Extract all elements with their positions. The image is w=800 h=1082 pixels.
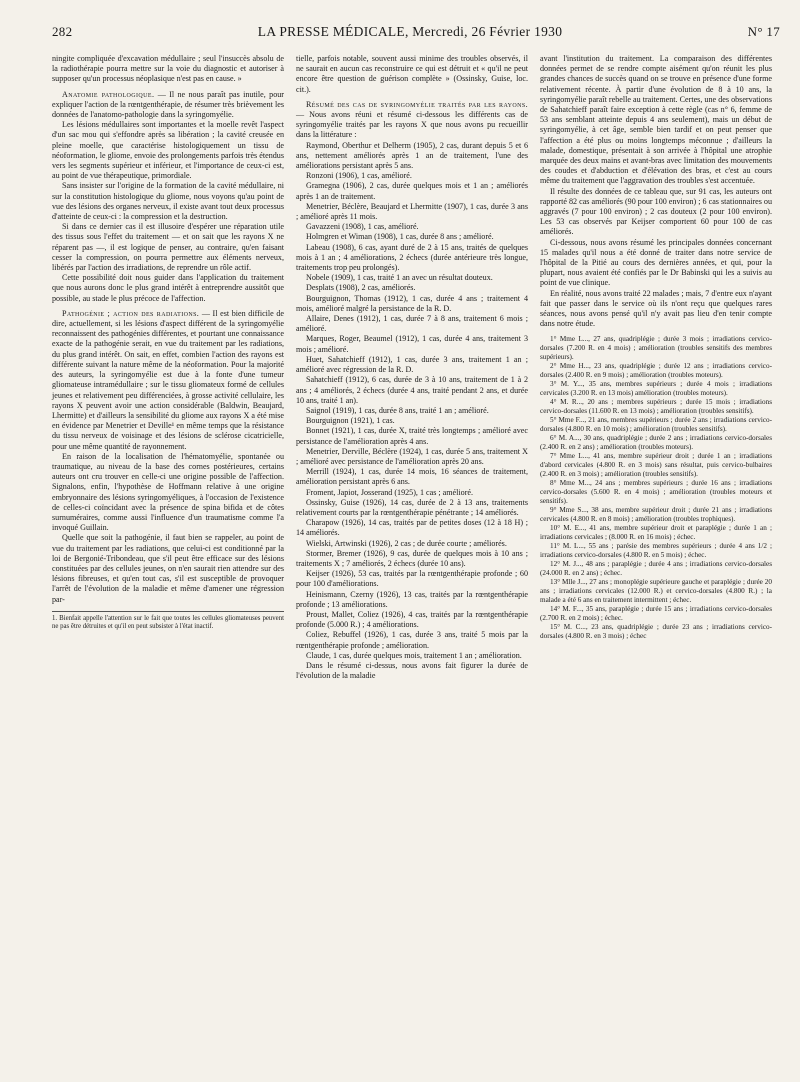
reference-entry: Labeau (1908), 6 cas, ayant duré de 2 à 15 ans, traités de quelques mois à 1 an ; 4 améliorations, 2 échecs (durée antérieure très longue, traitements trop peu prolongés). (296, 242, 528, 273)
paragraph: Sans insister sur l'origine de la formation de la cavité médullaire, ni sur la constitution histologique du gliome, nous voyons qu'au point de vue des lésions des organes nerveux, il existe avant tout deux processus d'atteinte de ceux-ci : la compression et la destruction. (52, 181, 284, 222)
case-entry: 5° Mme F..., 21 ans, membres supérieurs ; durée 2 ans ; irradiations cervico-dorsales (4.800 R. en 10 mois) ; amélioration (troubles sensitifs). (540, 416, 772, 434)
reference-entry: Desplats (1908), 2 cas, améliorés. (306, 283, 416, 293)
paragraph: Dans le résumé ci-dessus, nous avons fait figurer la durée de l'évolution de la maladie (296, 660, 528, 681)
case-list (540, 335, 772, 641)
paragraph: En raison de la localisation de l'hématomyélie, spontanée ou traumatique, au niveau de la base des cornes postérieures, certains auteurs ont cru trouver en celle-ci une origine possible de l'affection. Signalons, enfin, l'hypothèse de Hoffmann relative à une origine embryonnaire des lésions syringomyéliques, à l'occasion de l'existence de celles-ci coïncidant avec la présence de spina bifida et de côtes surnuméraires, comme aussi l'influence d'un traumatisme comme l'a invoqué Guillain. (52, 451, 284, 533)
reference-entry: Huet, Sahatchieff (1912), 1 cas, durée 3 ans, traitement 1 an ; amélioré avec régression de la R. D. (296, 354, 528, 375)
section-heading: Pathogénie ; action des radiations. (62, 308, 200, 318)
case-entry: 6° M. A..., 30 ans, quadriplégie ; durée 2 ans ; irradiations cervico-dorsales (2.400 R. en 2 ans) ; amélioration (troubles moteurs). (540, 434, 772, 452)
reference-entry: Saignol (1919), 1 cas, durée 8 ans, traité 1 an ; amélioré. (306, 405, 489, 415)
case-entry: 12° M. J..., 48 ans ; paraplégie ; durée 4 ans ; irradiations cervico-dorsales (24.000 R. en 2 ans) ; échec. (540, 560, 772, 578)
case-entry: 7° Mme L..., 41 ans, membre supérieur droit ; durée 1 an ; irradiations d'abord cervicales (4.800 R. en 3 mois) sans résultat, puis cervico-bulbaires (2.400 R. en 3 mois) ; amélioration (troubles sensitifs). (540, 452, 772, 479)
reference-entry: Nobele (1909), 1 cas, traité 1 an avec un résultat douteux. (306, 273, 493, 283)
reference-entry: Bourguignon (1921), 1 cas. (306, 416, 395, 426)
case-entry: 15° M. C..., 23 ans, quadriplégie ; durée 23 ans ; irradiations cervico-dorsales (4.800 R. en 3 mois) ; échec (540, 623, 772, 641)
case-entry: 13° Mlle J..., 27 ans ; monoplégie supérieure gauche et paraplégie ; durée 20 ans ; irradiations cervicales (12.000 R.) et cervico-dorsales (4.800 R.) ; la malade a été 6 ans en traitement intermittent ; échec. (540, 578, 772, 605)
reference-entry: Claude, 1 cas, durée quelques mois, traitement 1 an ; amélioration. (306, 650, 522, 660)
paragraph: Quelle que soit la pathogénie, il faut bien se rappeler, au point de vue du traitement par les radiations, que celui-ci est conditionné par la loi de Bergonié-Tribondeau, que s'il peut être efficace sur des lésions constituées par des cellules jeunes, on n'en saurait rien attendre sur des lésions fibreuses, et qu'en tout cas, s'il est susceptible de provoquer l'arrêt de l'évolution de la maladie et même d'amener une régression par- (52, 533, 284, 604)
reference-entry: Merrill (1924), 1 cas, durée 14 mois, 16 séances de traitement, amélioration persistant après 6 ans. (296, 467, 528, 487)
case-entry: 3° M. Y..., 35 ans, membres supérieurs ; durée 4 mois ; irradiations cervicales (3.200 R. en 13 mois) amélioration (troubles moteurs). (540, 380, 772, 398)
reference-entry: Raymond, Oberthur et Delherm (1905), 2 cas, durant depuis 5 et 6 ans, nettement améliorés après 1 an de traitement, l'une des améliorations persistant après 5 ans. (296, 140, 528, 171)
journal-title: LA PRESSE MÉDICALE, Mercredi, 26 Février 1930 (257, 24, 563, 39)
reference-entry: Ronzoni (1906), 1 cas, amélioré. (306, 171, 412, 181)
paragraph: Cette possibilité doit nous guider dans l'application du traitement que nous aurons donc le plus grand intérêt à entreprendre aussitôt que possible, au stade le plus précoce de l'affection. (52, 273, 284, 303)
reference-entry: Sahatchieff (1912), 6 cas, durée de 3 à 10 ans, traitement de 1 à 2 ans ; 4 améliorés, 2 échecs (durée 4 ans, traité pendant 2 ans, et durée 10 ans, traité 1 an). (296, 375, 528, 405)
case-entry: 11° M. L..., 55 ans ; parésie des membres supérieurs ; durée 4 ans 1/2 ; irradiations cervico-dorsales (4.800 R. en 5 mois) ; échec. (540, 542, 772, 560)
case-entry: 14° M. F..., 35 ans, paraplégie ; durée 15 ans ; irradiations cervico-dorsales (2.700 R. en 2 mois) ; échec. (540, 605, 772, 623)
paragraph: Si dans ce dernier cas il est illusoire d'espérer une réparation utile des tissus sous l'effet du traitement — et on sait que les rayons X ne réparent pas —, il est logique de penser, au contraire, qu'en faisant cesser la compression, on pourra permettre aux éléments nerveux, libérés par l'action des irradiations, de reprendre un rôle actif. (52, 222, 284, 273)
issue-number: N° 17 (747, 24, 780, 39)
page-number: 282 (52, 24, 73, 39)
reference-entry: Coliez, Rebuffel (1926), 1 cas, durée 3 ans, traité 5 mois par la rœntgenthérapie profonde ; amélioration. (296, 630, 528, 650)
paragraph: Pathogénie ; action des radiations. — Il est bien difficile de dire, actuellement, si les lésions d'aspect différent de la syringomyélie reconnaissent des pathogénies différentes, et pourtant une connaissance exacte de la pathogénie serait, en vue du traitement par les radiations, du plus grand intérêt. On sait, en effet, combien l'action des rayons est différente suivant la nature même de la néoformation. Pour la majorité des auteurs, la syringomyélie est due à la fonte d'une tumeur gliomateuse intramédullaire ; sur le tissu gliomateux formé de cellules jeunes et relativement peu différenciées, à grosse activité cellulaire, les rayons X peuvent avoir une action considérable (Baldwin, Beaujard, Lhermitte) et d'ailleurs la sensibilité du gliome aux rayons X a été mise en évidence par Menetrier et Deville¹ en même temps que la résistance du tissu nerveux de voisinage et des lésions de sclérose cicatricielle, pour une même quantité de rayonnement. (52, 308, 285, 451)
reference-entry: Wielski, Artwinski (1926), 2 cas ; de durée courte ; améliorés. (306, 538, 507, 548)
case-entry: 10° M. E..., 41 ans, membre supérieur droit et paraplégie ; durée 1 an ; irradiations cervicales ; (8.000 R. en 16 mois) ; échec. (540, 524, 772, 542)
text-columns (52, 54, 780, 681)
reference-entry: Bonnet (1921), 1 cas, durée X, traité très longtemps ; amélioré avec persistance de l'amélioration après 4 ans. (296, 426, 528, 446)
paragraph: En réalité, nous avons traité 22 malades ; mais, 7 d'entre eux n'ayant fait que passer dans le service où ils n'ont reçu que quelques rares séances, nous avons pensé qu'il n'y avait pas lieu d'en tenir compte dans notre étude. (540, 288, 772, 329)
page-header (52, 24, 780, 44)
column-1 (52, 54, 284, 681)
paragraph: Ci-dessous, nous avons résumé les principales données concernant 15 malades qu'il nous a été donné de traiter dans notre service de l'hôpital de la Pitié au cours des dernières années, et qui, pour la plupart, nous avaient été confiés par le Dr Babinski qui les a suivis au point de vue clinique. (540, 237, 772, 288)
paragraph: tielle, parfois notable, souvent aussi minime des troubles observés, il ne saurait en aucun cas reconstruire ce qui est détruit et « qu'il ne peut encore être question de guérison complète » (Ossinsky, Guise, loc. cit.). (296, 54, 528, 94)
section-heading: Résumé des cas de syringomyélie traités par les rayons. (306, 99, 528, 109)
reference-entry: Heinismann, Czerny (1926), 13 cas, traités par la rœntgenthérapie profonde ; 13 améliorations. (296, 589, 528, 609)
reference-entry: Allaire, Denes (1912), 1 cas, durée 7 à 8 ans, traitement 6 mois ; amélioré. (296, 314, 528, 334)
reference-entry: Stormer, Bremer (1926), 9 cas, durée de quelques mois à 10 ans ; traitements X ; 7 améliorés, 2 échecs (durée 10 ans). (296, 548, 528, 568)
reference-entry: Marques, Roger, Beaumel (1912), 1 cas, durée 4 ans, traitement 3 mois ; amélioré. (296, 334, 528, 354)
reference-entry: Proust, Mallet, Coliez (1926), 4 cas, traités par la rœntgenthérapie profonde (5.000 R.) ; 4 améliorations. (296, 609, 528, 630)
case-entry: 8° Mme M..., 24 ans ; membres supérieurs ; durée 16 ans ; irradiations cervico-dorsales (5.600 R. en 4 mois) ; amélioration (troubles moteurs et sensitifs). (540, 479, 772, 506)
case-entry: 4° M. R..., 20 ans ; membres supérieurs ; durée 15 mois ; irradiations cervico-dorsales (11.600 R. en 13 mois) ; amélioration (troubles sensitifs). (540, 398, 772, 416)
paragraph: avant l'institution du traitement. La comparaison des différentes données permet de se rendre compte aisément qu'on réunit les plus grandes chances de succès quand on se trouve en présence d'une forme relativement récente. À partir d'une évolution de 8 à 10 ans, la syringomyélie paraît rebelle au traitement. Certes, une des observations de Sahatchieff paraît faire exception à cette règle (cas n° 6, femme de 53 ans semblant atteinte depuis 4 ans seulement), mais un début de syringomyélie, à cet âge, semble bien tardif et on peut penser que l'affection a été plus ou moins longtemps méconnue ; d'ailleurs la malade, domestique, présentait à son arrivée à l'hôpital une atrophie marquée des deux mains et avant-bras avec limitation des mouvements des coudes et d'abduction et d'élévation des bras, et c'est au cours même du traitement que l'aggravation des troubles s'est accentuée. (540, 54, 772, 186)
reference-entry: Menetrier, Derville, Béclère (1924), 1 cas, durée 5 ans, traitement X ; amélioré avec persistance de l'amélioration après 20 ans. (296, 446, 528, 466)
case-entry: 1° Mme L..., 27 ans, quadriplégie ; durée 3 mois ; irradiations cervico-dorsales (7.200 R. en 4 mois) ; amélioration (troubles sensitifs des membres supérieurs). (540, 335, 772, 362)
reference-entry: Charapow (1926), 14 cas, traités par de petites doses (12 à 18 H) ; 14 améliorés. (296, 518, 528, 538)
column-3 (540, 54, 772, 681)
case-entry: 9° Mme S..., 38 ans, membre supérieur droit ; durée 21 ans ; irradiations cervicales (4.800 R. en 8 mois) ; amélioration (troubles trophiques). (540, 506, 772, 524)
paragraph: Les lésions médullaires sont importantes et la moelle revêt l'aspect d'un sac mou qui s'effondre après sa libération ; la cavité creusée en pleine moelle, que caractérise histologiquement un tissu de néoformation, le gliome, envoie des prolongements parfois très étendus vers les segments supérieur et inférieur, et l'importance de ceux-ci est, au point de vue thérapeutique, primordiale. (52, 120, 284, 181)
paragraph: ningite compliquée d'excavation médullaire ; seul l'insuccès absolu de la radiothérapie pourra mettre sur la voie du diagnostic et autoriser à supposer qu'un processus néoplasique n'est pas en cause. » (52, 54, 284, 84)
paragraph: Il résulte des données de ce tableau que, sur 91 cas, les auteurs ont rapporté 82 cas améliorés (90 pour 100 environ) ; 6 cas stationnaires ou aggravés (7 pour 100 environ) ; 2 cas douteux (2 pour 100 environ). Les 53 cas observés par Keijser comportent 60 pour 100 de cas améliorés. (540, 186, 772, 237)
reference-entry: Bourguignon, Thomas (1912), 1 cas, durée 4 ans ; traitement 4 mois, amélioré malgré la persistance de la R. D. (296, 293, 528, 313)
reference-entry: Menetrier, Béclère, Beaujard et Lhermitte (1907), 1 cas, durée 3 ans ; amélioré après 11 mois. (296, 201, 528, 222)
reference-entry: Froment, Japiot, Josserand (1925), 1 cas ; amélioré. (306, 487, 474, 497)
column-2 (296, 54, 528, 681)
reference-list (296, 141, 528, 661)
paragraph: Anatomie pathologique. — Il ne nous paraît pas inutile, pour expliquer l'action de la rœntgenthérapie, de résumer très brièvement les données de l'anatomo-pathologie dans la syringomyélie. (52, 89, 284, 120)
reference-entry: Gramegna (1906), 2 cas, durée quelques mois et 1 an ; améliorés après 1 an de traitement. (296, 181, 528, 201)
section-heading: Anatomie pathologique. (62, 89, 155, 99)
case-entry: 2° Mme H..., 23 ans, quadriplégie ; durée 12 ans ; irradiations cervico-dorsales (2.400 R. en 9 mois) ; amélioration (troubles moteurs). (540, 362, 772, 380)
footnote: 1. Bienfait appelle l'attention sur le fait que toutes les cellules gliomateuses peuvent ne pas être détruites et qu'il en peut subsister à l'état inactif. (52, 611, 284, 632)
reference-entry: Gavazzeni (1908), 1 cas, amélioré. (306, 222, 419, 232)
paragraph: Résumé des cas de syringomyélie traités par les rayons. — Nous avons réuni et résumé ci-dessous les différents cas de syringomyélie traités par les rayons X que nous avons pu recueillir dans la littérature : (296, 99, 528, 140)
reference-entry: Keijser (1926), 53 cas, traités par la rœntgenthérapie profonde ; 60 pour 100 d'améliorations. (296, 569, 528, 589)
reference-entry: Ossinsky, Guise (1926), 14 cas, durée de 2 à 13 ans, traitements relativement courts par la rœntgenthérapie pénétrante ; 14 améliorés. (296, 497, 528, 517)
reference-entry: Holmgren et Wiman (1908), 1 cas, durée 8 ans ; amélioré. (306, 232, 494, 242)
